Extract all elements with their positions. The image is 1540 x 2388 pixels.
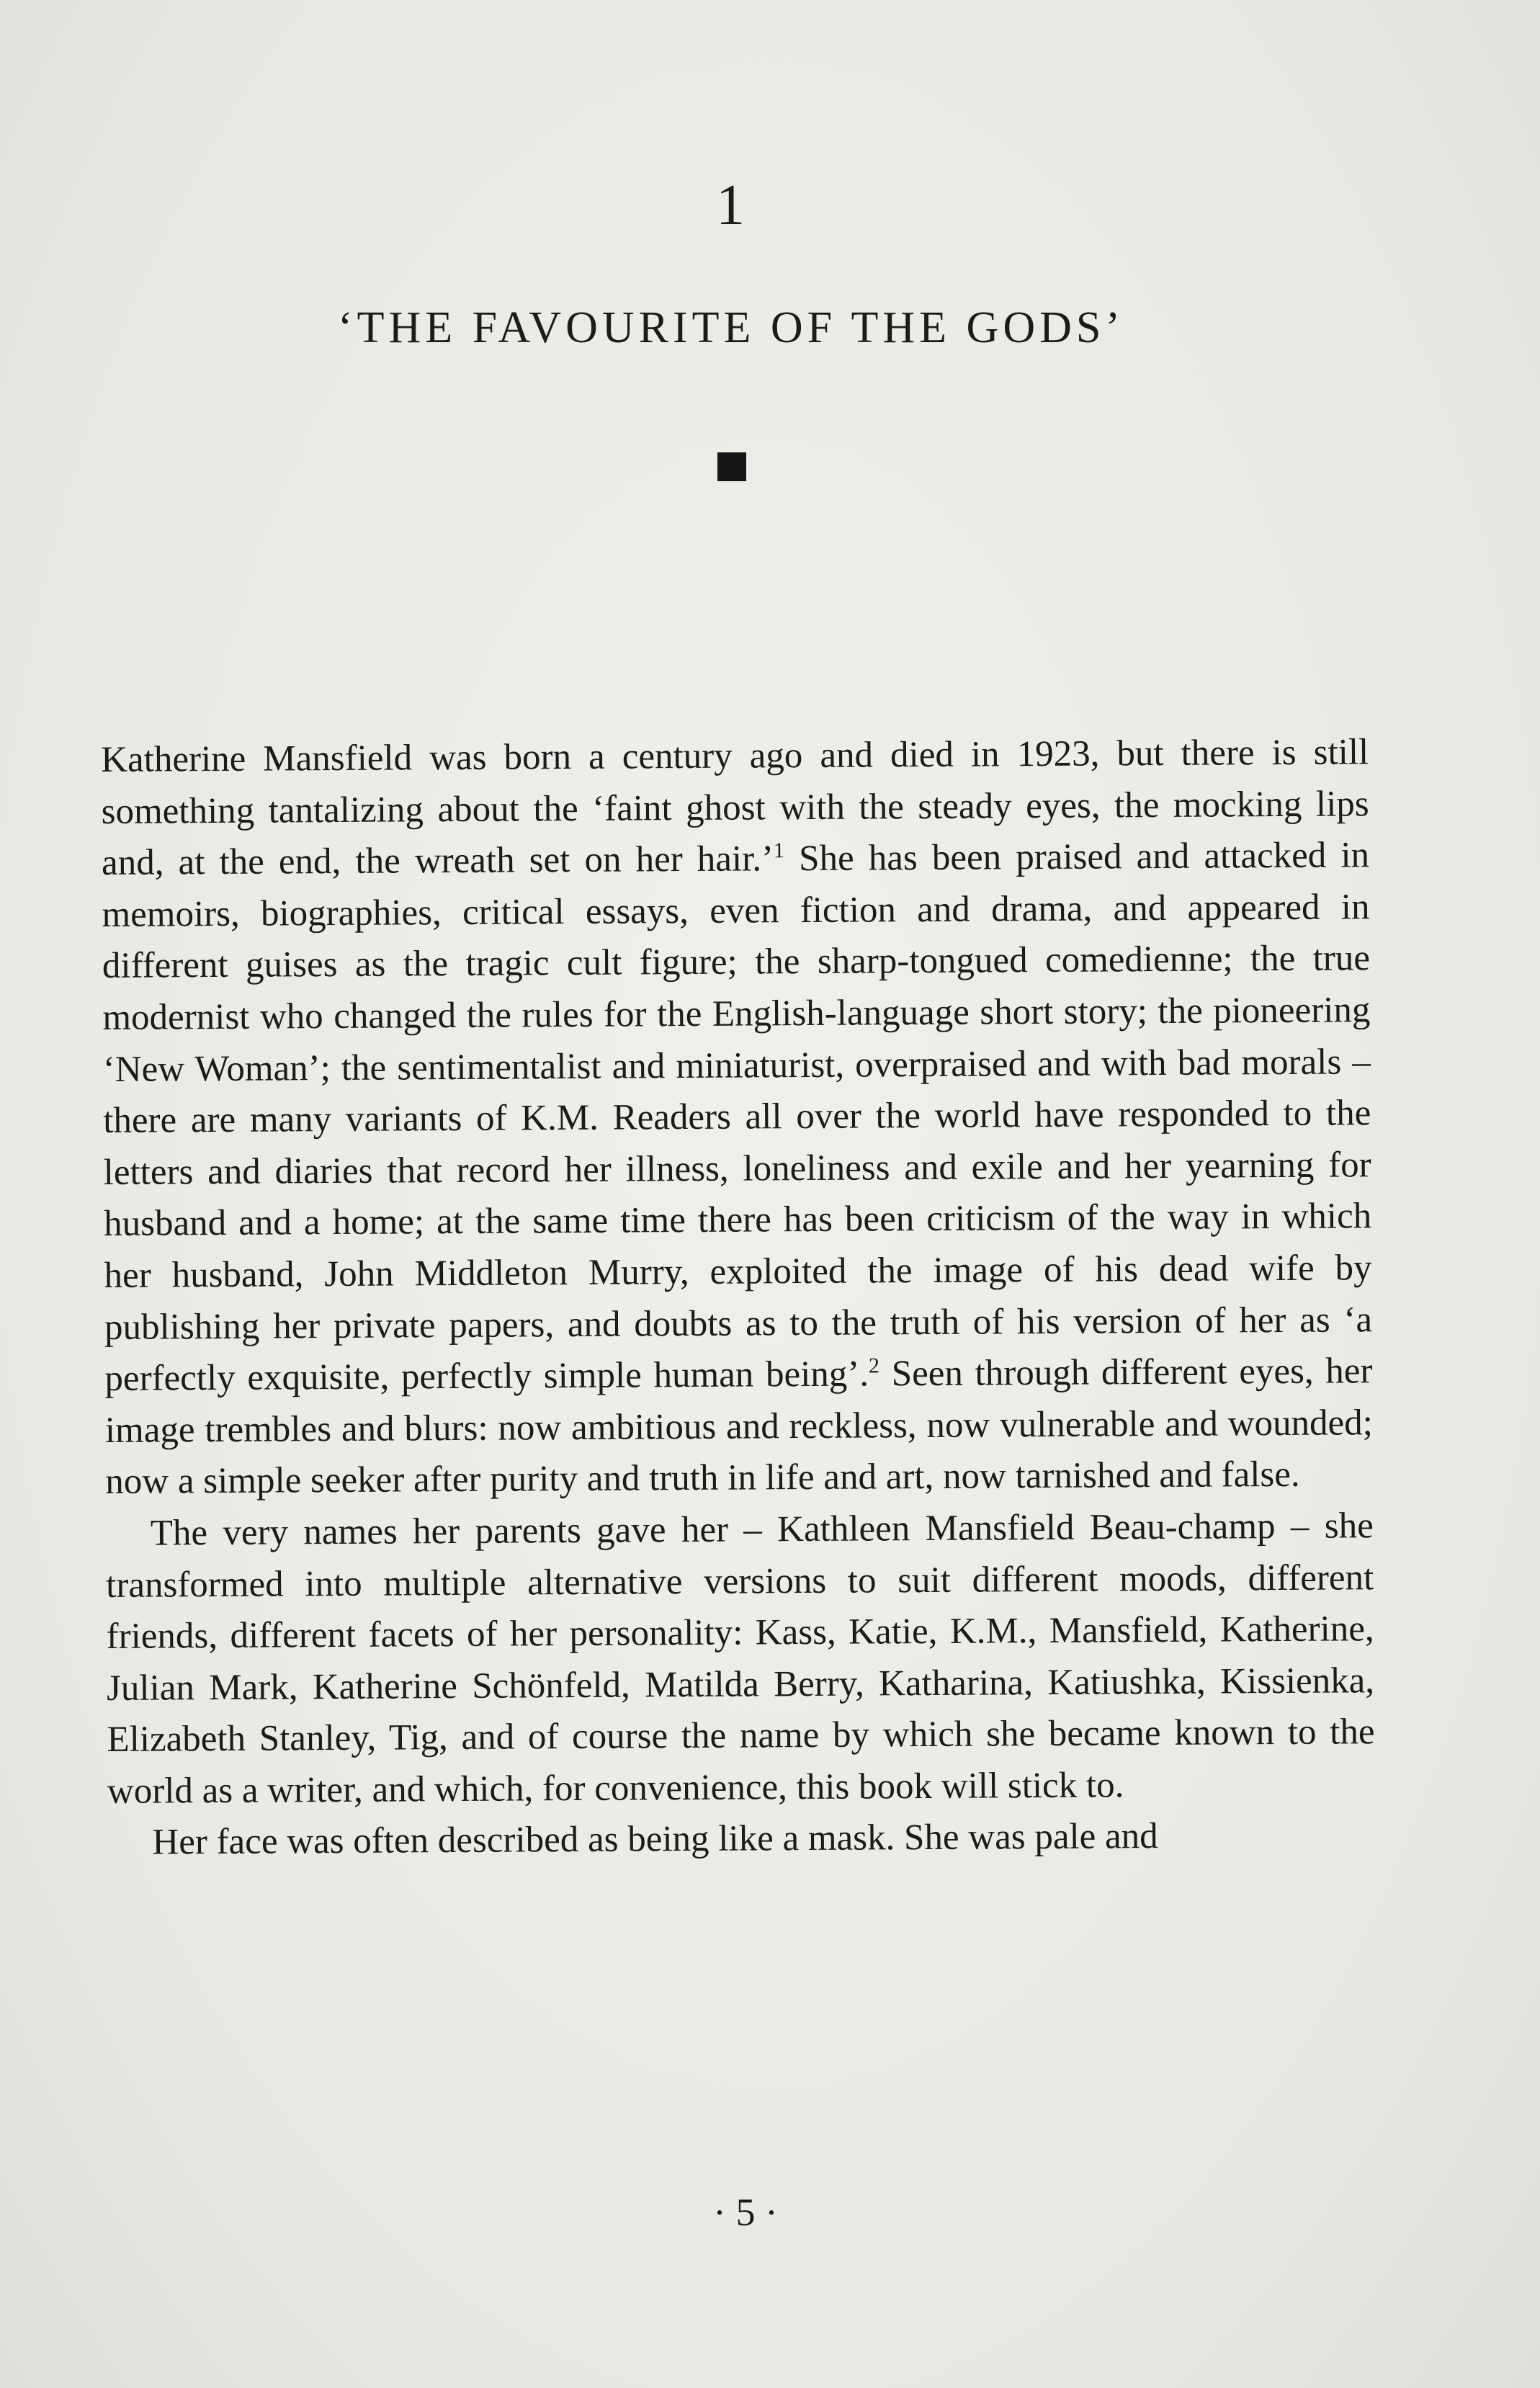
text-run: Seen through different eyes, her image trembles and blurs: now ambitious and reckless, now vulnerable and wounded; now a simple seeker after purity and truth in life and art, now tarnished and false. <box>104 1351 1374 1503</box>
chapter-number: 1 <box>716 174 746 237</box>
footnote-marker[interactable]: 1 <box>773 839 785 863</box>
section-ornament-square <box>717 452 746 481</box>
paragraph <box>101 727 1374 1508</box>
text-run: She has been praised and attacked in memoirs, biographies, critical essays, even fiction and drama, and appeared in different guises as the tragic cult figure; the sharp-tongued comedienne; the true modernist who changed the rules for the English-language short story; the pioneering ‘New Woman’; the sentimentalist and miniaturist, overpraised and with bad morals – there are many variants of K.M. Readers all over the world have responded to the letters and diaries that record her illness, loneliness and exile and her yearning for husband and a home; at the same time there has been criticism of the way in which her husband, John Middleton Murry, exploited the image of his dead wife by publishing her private papers, and doubts as to the truth of his version of her as ‘a perfectly exquisite, perfectly simple human being’. <box>102 835 1373 1400</box>
paragraph <box>107 1810 1375 1869</box>
text-run: Katherine Mansfield was born a century ago and died in 1923, but there is still something tantalizing about the ‘faint ghost with the steady eyes, the mocking lips and, at the end, the wreath set on her hair.’ <box>101 732 1369 884</box>
chapter-title: ‘THE FAVOURITE OF THE GODS’ <box>338 303 1124 352</box>
text-run: Her face was often described as being like a mask. She was pale and <box>152 1816 1158 1864</box>
body-text <box>101 727 1376 1869</box>
page-number: · 5 · <box>713 2191 778 2234</box>
text-run: The very names her parents gave her – Kathleen Mansfield Beau-champ – she transformed into multiple alternative versions to suit different moods, different friends, different facets of her personality: Kass, Katie, K.M., Mansfield, Katherine, Julian Mark, Katherine Schönfeld, Matilda Berry, Katharina, Katiushka, Kissienka, Elizabeth Stanley, Tig, and of course the name by which she became known to the world as a writer, and which, for convenience, this book will stick to. <box>106 1506 1375 1812</box>
footnote-marker[interactable]: 2 <box>868 1354 880 1378</box>
paragraph <box>106 1501 1376 1817</box>
